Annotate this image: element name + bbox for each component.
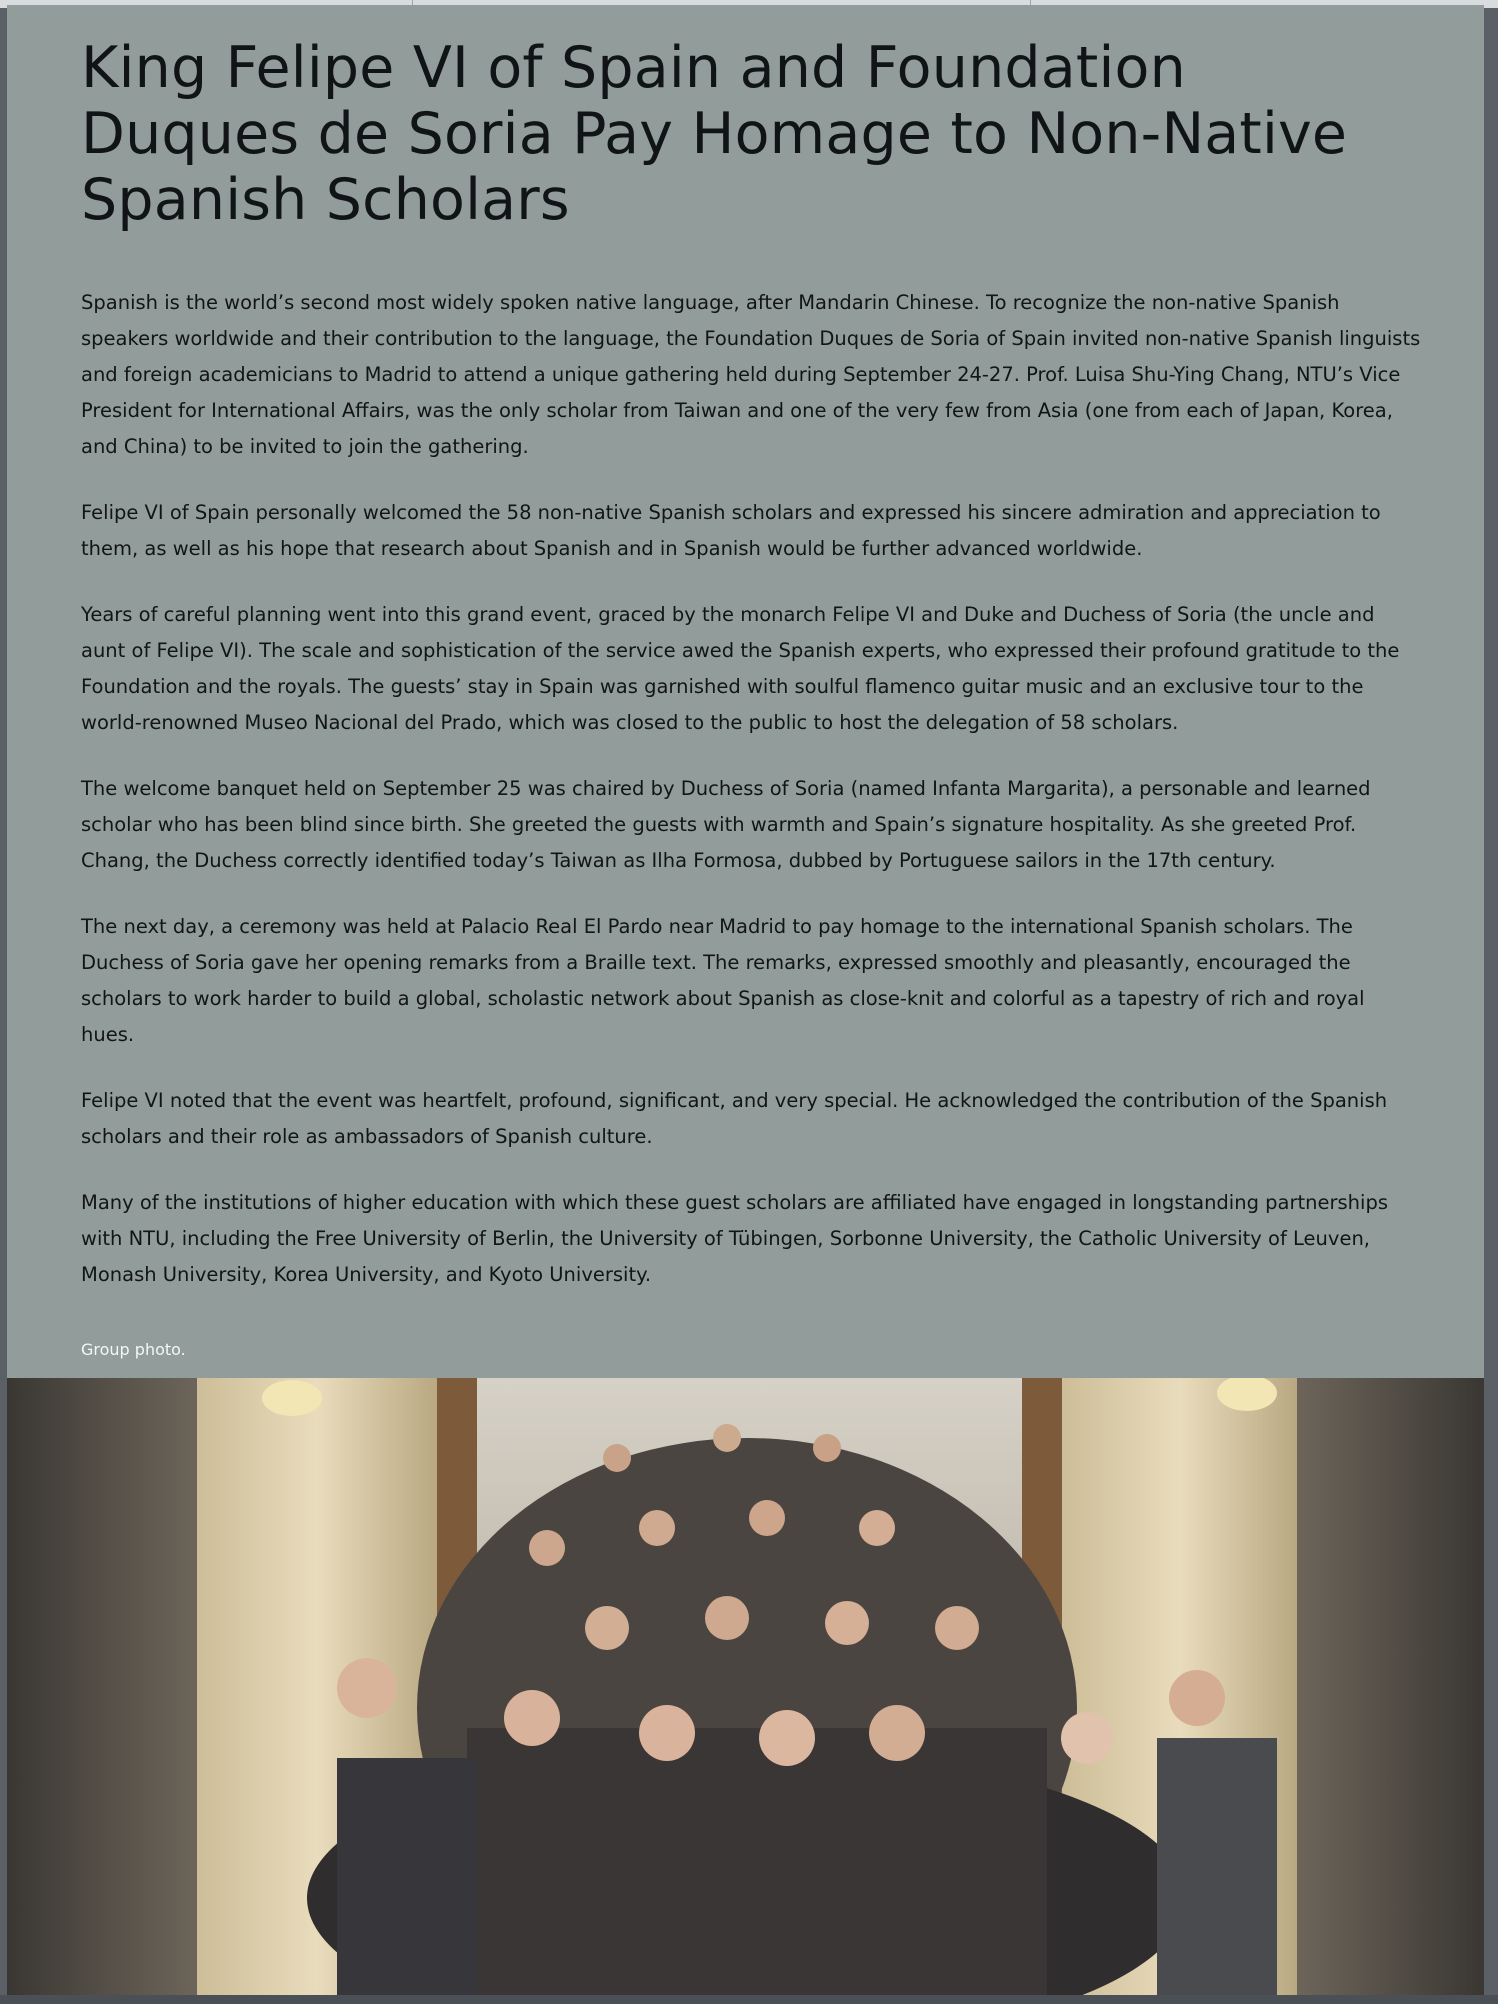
paragraph-3: Years of careful planning went into this grand event, graced by the monarch Felipe VI and Duke and Duchess of Soria (the uncle and aunt of Felipe VI). The scale and sophistication of the service awed the Spanish experts, who expressed their profound gratitude to the Foundation and the royals. The guests’ stay in Spain was garnished with soulful flamenco guitar music and an exclusive tour to the world-renowned Museo Nacional del Prado, which was closed to the public to host the delegation of 58 scholars. — [81, 603, 1400, 734]
paragraph-6: Felipe VI noted that the event was heartfelt, profound, significant, and very special. He acknowledged the contribution of the Spanish scholars and their role as ambassadors of Spanish culture. — [81, 1089, 1388, 1148]
bottom-strip — [0, 1995, 1498, 2004]
paragraph-7: Many of the institutions of higher education with which these guest scholars are affiliated have engaged in longstanding partnerships with NTU, including the Free University of Berlin, the University of Tübingen, Sorbonne University, the Catholic University of Leuven, Monash University, Korea University, and Kyoto University. — [81, 1191, 1388, 1286]
article-content — [81, 35, 1421, 1323]
photo-caption: Group photo. — [81, 1340, 186, 1359]
article-title: King Felipe VI of Spain and Foundation Duques de Soria Pay Homage to Non-Native Spanish Scholars — [81, 35, 1348, 233]
article-body — [81, 285, 1421, 1293]
paragraph-4: The welcome banquet held on September 25 was chaired by Duchess of Soria (named Infanta Margarita), a personable and learned scholar who has been blind since birth. She greeted the guests with warmth and Spain’s signature hospitality. As she greeted Prof. Chang, the Duchess correctly identified today’s Taiwan as Ilha Formosa, dubbed by Portuguese sailors in the 17th century. — [81, 777, 1371, 872]
article — [7, 5, 1484, 1995]
paragraph-1: Spanish is the world’s second most widely spoken native language, after Mandarin Chinese. To recognize the non-native Spanish speakers worldwide and their contribution to the language, the Foundation Duques de Soria of Spain invited non-native Spanish linguists and foreign academicians to Madrid to attend a unique gathering held during September 24-27. Prof. Luisa Shu-Ying Chang, NTU’s Vice President for International Affairs, was the only scholar from Taiwan and one of the very few from Asia (one from each of Japan, Korea, and China) to be invited to join the gathering. — [81, 291, 1421, 458]
group-photo — [7, 1378, 1484, 1995]
paragraph-2: Felipe VI of Spain personally welcomed the 58 non-native Spanish scholars and expressed his sincere admiration and appreciation to them, as well as his hope that research about Spanish and in Spanish would be further advanced worldwide. — [81, 501, 1381, 560]
paragraph-5: The next day, a ceremony was held at Palacio Real El Pardo near Madrid to pay homage to the international Spanish scholars. The Duchess of Soria gave her opening remarks from a Braille text. The remarks, expressed smoothly and pleasantly, encouraged the scholars to work harder to build a global, scholastic network about Spanish as close-knit and colorful as a tapestry of rich and royal hues. — [81, 915, 1365, 1046]
